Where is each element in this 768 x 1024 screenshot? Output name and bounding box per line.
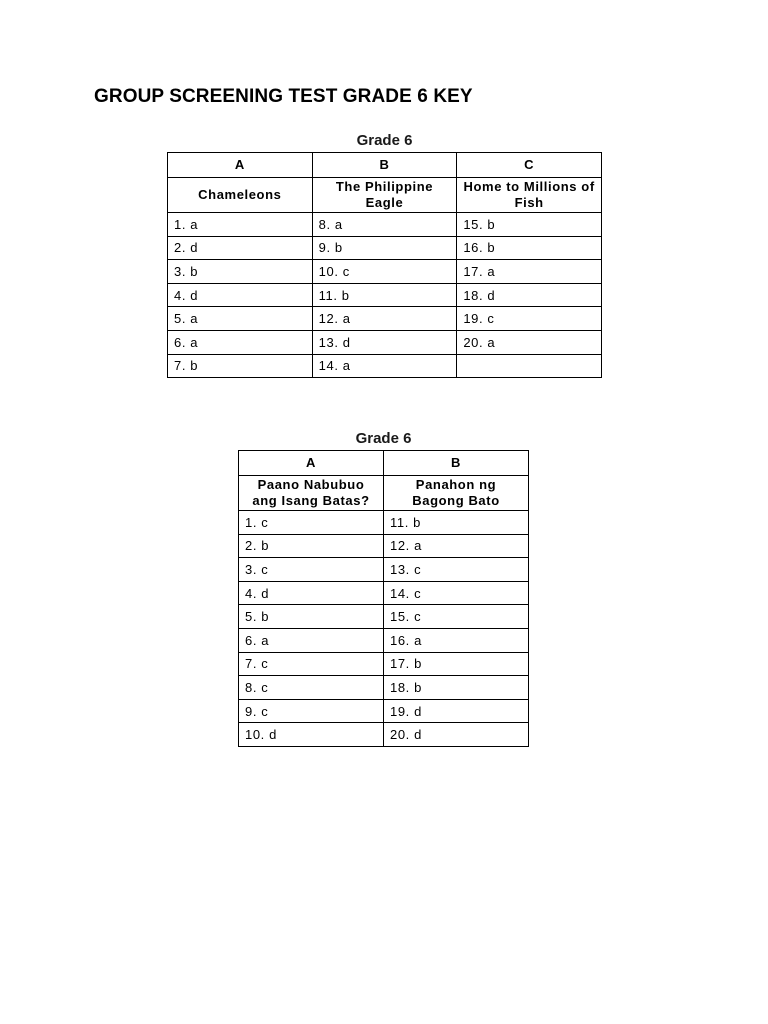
answer-cell: 17. b [384, 652, 529, 676]
table-row [239, 581, 529, 605]
answer-cell: 12. a [384, 534, 529, 558]
answer-cell: 4. d [239, 581, 384, 605]
section-heading: Grade 6 [355, 430, 412, 447]
answer-cell: 17. a [457, 260, 602, 284]
answer-cell: 6. a [168, 330, 313, 354]
answer-cell: 15. c [384, 605, 529, 629]
answer-cell: 8. a [312, 213, 457, 237]
section-heading: Grade 6 [356, 132, 413, 149]
answer-cell: 10. d [239, 723, 384, 747]
answer-cell: 11. b [384, 511, 529, 535]
document-title: GROUP SCREENING TEST GRADE 6 KEY [94, 86, 473, 107]
column-letter: B [312, 153, 457, 178]
column-letter: C [457, 153, 602, 178]
table-row [168, 213, 602, 237]
answer-cell: 1. a [168, 213, 313, 237]
answer-cell: 20. d [384, 723, 529, 747]
answer-cell: 11. b [312, 283, 457, 307]
answer-cell: 2. b [239, 534, 384, 558]
answer-cell: 20. a [457, 330, 602, 354]
answer-cell: 8. c [239, 676, 384, 700]
answer-cell: 14. c [384, 581, 529, 605]
table-row [168, 260, 602, 284]
column-letter: A [168, 153, 313, 178]
answer-cell: 13. d [312, 330, 457, 354]
answer-cell: 9. b [312, 236, 457, 260]
column-letter: A [239, 451, 384, 476]
answer-cell: 2. d [168, 236, 313, 260]
table-row [168, 354, 602, 378]
answer-cell: 5. b [239, 605, 384, 629]
answer-cell: 9. c [239, 699, 384, 723]
answer-cell: 15. b [457, 213, 602, 237]
answer-cell: 1. c [239, 511, 384, 535]
answer-cell: 3. b [168, 260, 313, 284]
table-row [239, 534, 529, 558]
answer-cell: 12. a [312, 307, 457, 331]
answer-key-section-1 [167, 132, 602, 378]
table-row [168, 283, 602, 307]
table-row [168, 330, 602, 354]
answer-cell: 13. c [384, 558, 529, 582]
column-letter: B [384, 451, 529, 476]
column-letter-row [239, 451, 529, 476]
answer-cell: 18. d [457, 283, 602, 307]
table-row [239, 699, 529, 723]
answer-cell: 4. d [168, 283, 313, 307]
table-row [239, 652, 529, 676]
column-topic-row [168, 178, 602, 213]
table-row [168, 236, 602, 260]
answer-cell: 19. c [457, 307, 602, 331]
answer-cell: 19. d [384, 699, 529, 723]
answer-cell: 7. c [239, 652, 384, 676]
answer-cell: 7. b [168, 354, 313, 378]
answer-cell [457, 354, 602, 378]
table-row [239, 628, 529, 652]
answer-cell: 16. b [457, 236, 602, 260]
table-row [239, 605, 529, 629]
table-row [239, 558, 529, 582]
table-row [239, 511, 529, 535]
table-row [239, 723, 529, 747]
column-topic: Chameleons [168, 178, 313, 213]
answer-key-table [167, 152, 602, 378]
answer-cell: 5. a [168, 307, 313, 331]
answer-cell: 10. c [312, 260, 457, 284]
column-topic: Paano Nabubuo ang Isang Batas? [239, 476, 384, 511]
column-letter-row [168, 153, 602, 178]
answer-cell: 14. a [312, 354, 457, 378]
column-topic-row [239, 476, 529, 511]
answer-cell: 6. a [239, 628, 384, 652]
answer-key-section-2 [238, 430, 529, 747]
column-topic: The Philippine Eagle [312, 178, 457, 213]
table-row [239, 676, 529, 700]
answer-cell: 3. c [239, 558, 384, 582]
answer-key-table [238, 450, 529, 747]
column-topic: Panahon ng Bagong Bato [384, 476, 529, 511]
table-row [168, 307, 602, 331]
answer-cell: 18. b [384, 676, 529, 700]
column-topic: Home to Millions of Fish [457, 178, 602, 213]
answer-cell: 16. a [384, 628, 529, 652]
